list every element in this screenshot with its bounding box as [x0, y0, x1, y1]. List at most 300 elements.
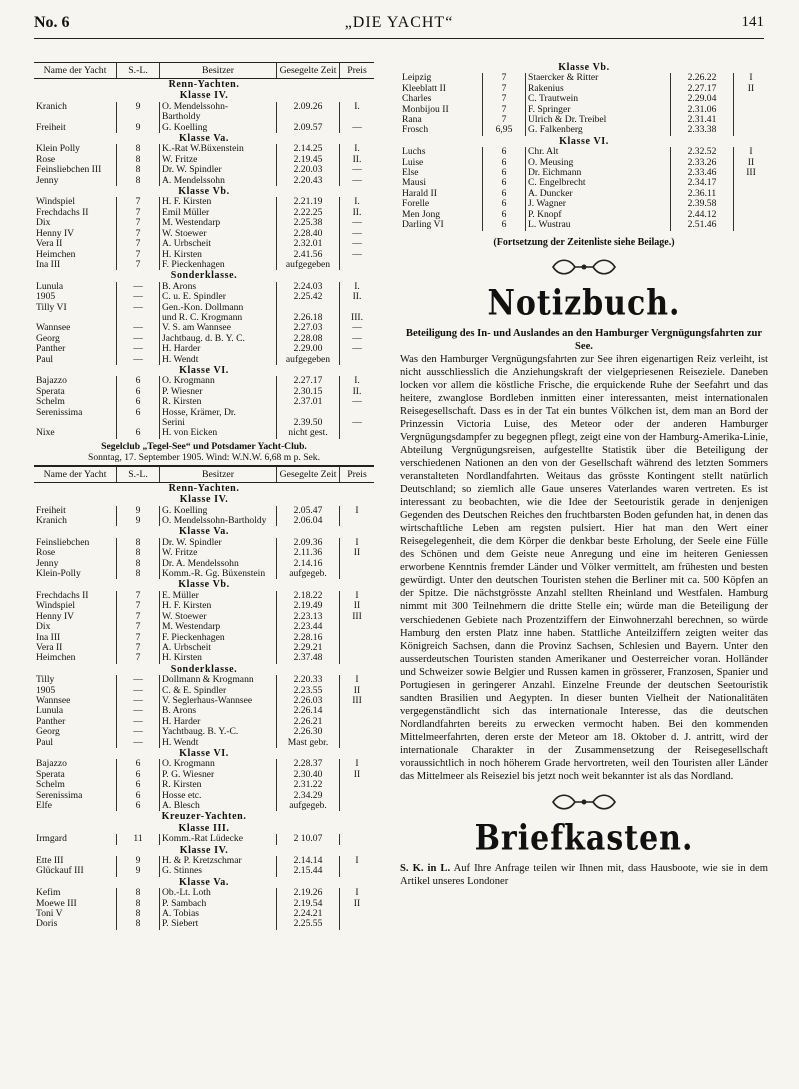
col-header-prize: Preis	[340, 466, 375, 482]
yacht-name: Monbijou II	[402, 103, 449, 115]
col-header-owner: Besitzer	[160, 466, 277, 482]
class-heading: Sonderklasse.	[170, 270, 238, 282]
owner: Dr. W. Spindler	[160, 165, 277, 175]
prize	[340, 706, 375, 716]
sail-number: 6	[483, 210, 526, 220]
table-row	[34, 538, 374, 548]
yacht-name: Doris	[36, 918, 58, 930]
prize: I.	[340, 282, 375, 292]
owner: H. Harder	[160, 717, 277, 727]
table-row	[34, 355, 374, 365]
sail-number: —	[117, 334, 160, 344]
prize: I.	[340, 102, 375, 112]
owner: P. Sambach	[160, 899, 277, 909]
sailed-time: 2.36.11	[671, 189, 734, 199]
sail-number: 6	[483, 168, 526, 178]
sail-number: 8	[117, 919, 160, 929]
sail-number: 6	[483, 220, 526, 230]
sailed-time: 2.26.22	[671, 73, 734, 83]
sailed-time: 2.31.06	[671, 105, 734, 115]
sail-number: 6	[117, 759, 160, 769]
prize: —	[340, 239, 375, 249]
prize	[340, 622, 375, 632]
prize	[340, 717, 375, 727]
prize	[734, 178, 769, 188]
sailed-time: 2.26.03	[277, 696, 340, 706]
prize: —	[340, 334, 375, 344]
sail-number: 9	[117, 123, 160, 133]
owner: A. Blesch	[160, 801, 277, 811]
class-heading: Sonderklasse.	[170, 663, 238, 675]
sail-number: 8	[117, 144, 160, 154]
sailed-time: 2.25.55	[277, 919, 340, 929]
yacht-name: Dix	[36, 621, 51, 633]
yacht-name: Henny IV	[36, 610, 75, 622]
sail-number: 7	[117, 260, 160, 270]
magazine-title: „DIE YACHT“	[344, 14, 454, 31]
owner: G. Koelling	[160, 123, 277, 133]
owner: G. Stinnes	[160, 866, 277, 876]
yacht-name: Georg	[36, 726, 60, 738]
sailed-time: 2.28.40	[277, 229, 340, 239]
table-row	[34, 408, 374, 418]
prize: —	[340, 165, 375, 175]
sailed-time: 2.28.16	[277, 633, 340, 643]
owner: F. Pieckenhagen	[160, 633, 277, 643]
sail-number: 6	[117, 428, 160, 438]
owner: H. von Eicken	[160, 428, 277, 438]
owner: O. Krogmann	[160, 759, 277, 769]
yacht-name: Sperata	[36, 768, 65, 780]
sailed-time: 2.29.21	[277, 643, 340, 653]
sail-number: —	[117, 344, 160, 354]
owner: Dr. A. Mendelssohn	[160, 559, 277, 569]
sail-number: —	[117, 727, 160, 737]
owner: Ob.-Lt. Loth	[160, 888, 277, 898]
sailed-time: 2.32.52	[671, 147, 734, 157]
class-heading-row	[34, 494, 374, 505]
sail-number: 9	[117, 516, 160, 526]
sailed-time: 2.24.03	[277, 282, 340, 292]
table-row	[34, 344, 374, 354]
yacht-name: Wannsee	[36, 694, 71, 706]
sailed-time: 2.26.21	[277, 717, 340, 727]
owner: Staercker & Ritter	[526, 73, 671, 83]
sail-number: 7	[483, 84, 526, 94]
owner: R. Kirsten	[160, 397, 277, 407]
article-lead: Beteiligung des In- und Auslandes an den Hamburger Vergnügungsfahrten zur See.	[405, 327, 763, 352]
owner: Gen.-Kon. Dollmann	[160, 303, 277, 313]
sailed-time: 2.27.03	[277, 323, 340, 333]
sail-number: 7	[117, 197, 160, 207]
class-heading: Renn-Yachten.	[168, 482, 240, 494]
prize	[734, 115, 769, 125]
table-row	[34, 569, 374, 579]
sail-number: 7	[117, 208, 160, 218]
sailed-time: 2.18.22	[277, 591, 340, 601]
owner: H. Kirsten	[160, 653, 277, 663]
class-heading: Klasse Vb.	[178, 579, 230, 591]
owner: O. Krogmann	[160, 376, 277, 386]
table-row	[400, 220, 768, 230]
sail-number: —	[117, 696, 160, 706]
owner: C. u. E. Spindler	[160, 292, 277, 302]
prize: —	[340, 176, 375, 186]
sail-number: 8	[117, 155, 160, 165]
sail-number: 6,95	[483, 125, 526, 135]
yacht-name: Serenissima	[36, 789, 83, 801]
sailed-time: 2.14.16	[277, 559, 340, 569]
yacht-name: Elfe	[36, 800, 52, 811]
owner: C. Trautwein	[526, 94, 671, 104]
sail-number: 9	[117, 866, 160, 876]
yacht-name: Toni V	[36, 908, 63, 920]
sailed-time: 2.24.21	[277, 909, 340, 919]
owner: Rakenius	[526, 84, 671, 94]
prize	[734, 105, 769, 115]
prize: —	[340, 323, 375, 333]
yacht-name: Luchs	[402, 146, 426, 158]
right-column	[400, 62, 768, 888]
sailed-time: 2.19.26	[277, 888, 340, 898]
owner: O. Mendelssohn-Bartholdy	[160, 516, 277, 526]
prize: II	[734, 158, 769, 168]
prize	[340, 569, 375, 579]
table-row	[34, 834, 374, 844]
owner: H. Harder	[160, 344, 277, 354]
yacht-name: Frechdachs II	[36, 589, 89, 601]
owner: H. & P. Kretzschmar	[160, 856, 277, 866]
sail-number: 7	[117, 218, 160, 228]
sailed-time: 2.33.38	[671, 125, 734, 135]
owner: Jachtbaug. d. B. Y. C.	[160, 334, 277, 344]
letter-addressee: S. K. in L.	[400, 863, 451, 875]
race-date-line: Sonntag, 17. September 1905. Wind: W.N.W. 6,68 m p. Sek.	[34, 452, 374, 466]
sail-number: 8	[117, 538, 160, 548]
yacht-name: Georg	[36, 332, 60, 344]
yacht-name: Frosch	[402, 124, 429, 136]
table-row	[34, 780, 374, 790]
sailed-time: 2.37.01	[277, 397, 340, 407]
sailed-time: aufgegeben	[277, 260, 340, 270]
sail-number: 9	[117, 856, 160, 866]
table-row	[34, 706, 374, 716]
owner: Komm.-R. Gg. Büxenstein	[160, 569, 277, 579]
sail-number: 7	[117, 622, 160, 632]
owner: K.-Rat W.Büxenstein	[160, 144, 277, 154]
table-row	[34, 909, 374, 919]
sailed-time: 2.32.01	[277, 239, 340, 249]
owner: H. Wendt	[160, 355, 277, 365]
continuation-note: (Fortsetzung der Zeitenliste siehe Beilage.)	[493, 236, 675, 248]
sail-number: 6	[483, 178, 526, 188]
prize: I	[734, 147, 769, 157]
sailed-time: 2.27.17	[277, 376, 340, 386]
results-table-2	[34, 466, 374, 930]
owner: W. Stoewer	[160, 612, 277, 622]
results-table-continued	[400, 62, 768, 231]
class-heading: Klasse IV.	[179, 844, 229, 856]
class-heading: Renn-Yachten.	[168, 79, 240, 90]
owner: R. Kirsten	[160, 780, 277, 790]
yacht-name: Kranich	[36, 515, 67, 527]
yacht-name: Dix	[36, 217, 51, 229]
results-table-1	[34, 62, 374, 439]
table-row	[34, 516, 374, 526]
owner: B. Arons	[160, 282, 277, 292]
sailed-time: 2 10.07	[277, 834, 340, 844]
prize	[340, 866, 375, 876]
class-heading: Klasse Vb.	[558, 62, 610, 73]
owner: Emil Müller	[160, 208, 277, 218]
prize	[340, 791, 375, 801]
owner: F. Pieckenhagen	[160, 260, 277, 270]
table-row	[34, 292, 374, 302]
yacht-name: Glückauf III	[36, 865, 84, 877]
sailed-time: 2.14.14	[277, 856, 340, 866]
yacht-name: Tilly	[36, 674, 55, 686]
yacht-name: Nixe	[36, 427, 55, 439]
sailed-time: 2.23.55	[277, 686, 340, 696]
yacht-name: Frechdachs II	[36, 206, 89, 218]
ornament-divider	[549, 791, 619, 813]
prize	[340, 559, 375, 569]
sail-number: 7	[117, 612, 160, 622]
sailed-time: 2.25.38	[277, 218, 340, 228]
sailed-time: 2.37.48	[277, 653, 340, 663]
prize: —	[340, 397, 375, 407]
sailed-time: 2.11.36	[277, 548, 340, 558]
owner: P. Wiesner	[160, 387, 277, 397]
owner: Chr. Alt	[526, 147, 671, 157]
prize	[734, 210, 769, 220]
prize	[340, 633, 375, 643]
sail-number: —	[117, 282, 160, 292]
sailed-time: 2.34.17	[671, 178, 734, 188]
table-row	[34, 176, 374, 186]
sail-number: 6	[117, 387, 160, 397]
page-number: 141	[741, 14, 764, 30]
sail-number: —	[117, 686, 160, 696]
ornament-divider	[549, 256, 619, 278]
prize: —	[340, 218, 375, 228]
table-row	[34, 376, 374, 386]
sail-number: 8	[117, 888, 160, 898]
owner: W. Fritze	[160, 155, 277, 165]
owner: V. S. am Wannsee	[160, 323, 277, 333]
class-heading: Klasse Va.	[179, 876, 229, 888]
yacht-name: Freiheit	[36, 121, 66, 133]
owner: H. Wendt	[160, 738, 277, 748]
prize: I	[340, 759, 375, 769]
sailed-time: aufgegeben	[277, 355, 340, 365]
sailed-time: 2.20.33	[277, 675, 340, 685]
class-heading: Klasse III.	[178, 822, 230, 834]
prize: —	[340, 229, 375, 239]
table-row	[34, 919, 374, 929]
prize	[340, 516, 375, 526]
yacht-name: Bajazzo	[36, 375, 67, 387]
sail-number: 6	[117, 791, 160, 801]
class-heading-row	[34, 811, 374, 822]
sail-number: 7	[483, 115, 526, 125]
sail-number: —	[117, 738, 160, 748]
issue-number: No. 6	[34, 14, 70, 31]
owner: F. Springer	[526, 105, 671, 115]
owner: L. Wustrau	[526, 220, 671, 230]
table-row	[34, 123, 374, 133]
table-row	[34, 653, 374, 663]
sailed-time: nicht gest.	[277, 428, 340, 438]
col-header-prize: Preis	[340, 63, 375, 79]
yacht-name: Tilly VI	[36, 301, 67, 313]
article-text: Was den Hamburger Vergnügungsfahrten zur See ihren eigenartigen Reiz verleiht, ist nicht ausschliesslich die Anziehungskraft der vielgepriesenen Reiseziele. Daneben locken vor allem die köstliche Frische, die erquickende Ruhe der Seefahrt und das heitere, zwanglose Bordleben inmitten einer interessanten, meist internationalen Reisegesellschaft. Dass es in der Tat ein buntes Völkchen ist, dem man an Bord der Prinzessin Victoria Luise, des Meteor oder der anderen Hamburger Vergnügungsdampfer zu begegnen pflegt, zeigt eine von der Hamburg-Amerika-Linie, Abteilung Vergnügungsreisen, aufgestellte Statistik über die Beteiligung der verschiedenen Nationen an den von der Gesellschaft während des letzten Sommers veranstalteten Nordlandfahrten. Weitaus das grösste Kontingent stellt natürlich Deutschland; so ziemlich alle Gaue unseres Vaterlandes waren vertreten. Es ist interessant zu beobachten, wie die Idee der Seetouristik gerade in denjenigen Gegenden des Deutschen Reiches den fruchtbarsten Boden gefunden hat, in denen das wirtschaftliche Leben am regsten pulsiert. Hier hat man den Wert einer Reisegelegenheit, die dem Körper die denkbar beste Erholung, der Seele eine Fülle des Schönen und dem Geiste neue Anregung und eine im heiteren Geniessen erworbene Kenntnis fremder Länder und Völker vermittelt, am frühesten und besten gewürdigt. Unter den deutschen Touristen stehen die Berliner mit ca. 500 Köpfen an der Spitze. Die nächstgrösste Anzahl stellten Rheinland und Westfalen. Hamburg nimmt mit 300 Teilnehmern die dritte Stelle ein; würde man die Beteiligung der verschiedenen Gebiete nach Prozentziffern der Einwohnerzahl berechnen, so würde Hamburg den ersten Platz inne haben. Stattliche Anteilziffern zeigten weiter das Königreich Sachsen, dann die Provinz Sachsen, Schlesien und Bayern. Unter den ausserdeutschen Touristen standen Amerikaner und Oesterreicher voran. Holländer und Schweizer sowie Belgier und Russen kamen in grösserer, Franzosen, Spanier und Portugiesen in geringerer Anzahl. Einzelne Freunde der deutschen Seetouristik sandten Brasilien und Aegypten. In dieser bunten Vielheit der Nationalitäten vergegenständlicht sich das internationale Interesse, das die deutschen Nordlandfahrten bereits zu erwecken vermocht haben. Bei den kommenden Mittelmeerfahrten, deren erste der Meteor am 18. Oktober d. J. antritt, wird der internationale Charakter in der Zusammensetzung der Reisegesellschaft voraussichtlich in noch höherem Grade hervortreten, weil den Touristen aller Länder das Mittelmeer als Reiseziel bis jetzt noch weit bekannter ist als das Nordland.	[400, 353, 768, 783]
class-heading: Klasse VI.	[179, 364, 229, 376]
yacht-name: Feinsliebchen	[36, 536, 90, 548]
prize: I	[340, 888, 375, 898]
sailed-time: 2.30.40	[277, 770, 340, 780]
yacht-name: Kranich	[36, 100, 67, 112]
owner: M. Westendarp	[160, 218, 277, 228]
prize	[340, 801, 375, 811]
yacht-name: Darling VI	[402, 219, 444, 231]
table-row	[34, 770, 374, 780]
sail-number: 6	[117, 408, 160, 418]
prize: II	[340, 548, 375, 558]
sailed-time: 2.19.49	[277, 601, 340, 611]
class-heading-row	[34, 482, 374, 494]
sail-number: —	[117, 355, 160, 365]
owner: P. G. Wiesner	[160, 770, 277, 780]
owner: A. Tobias	[160, 909, 277, 919]
col-header-owner: Besitzer	[160, 63, 277, 79]
section-title-briefkasten: Briefkasten.	[474, 818, 694, 859]
sail-number: 6	[117, 801, 160, 811]
table-row	[34, 144, 374, 154]
sail-number: 9	[117, 102, 160, 112]
sail-number: —	[117, 675, 160, 685]
sailed-time: 2.23.44	[277, 622, 340, 632]
owner: H. F. Kirsten	[160, 197, 277, 207]
yacht-name: Jenny	[36, 174, 59, 186]
yacht-name: Paul	[36, 736, 54, 748]
owner: Bartholdy	[160, 112, 277, 122]
sail-number: 11	[117, 834, 160, 844]
prize: II	[340, 770, 375, 780]
left-column	[34, 62, 374, 930]
owner: Dr. Eichmann	[526, 168, 671, 178]
table-row	[34, 738, 374, 748]
class-heading-row	[34, 270, 374, 281]
yacht-name: Mausi	[402, 177, 426, 189]
prize: III	[734, 168, 769, 178]
table-row	[34, 428, 374, 438]
owner: W. Stoewer	[160, 229, 277, 239]
table-row	[400, 125, 768, 135]
yacht-name: Panther	[36, 715, 66, 727]
table-row	[34, 260, 374, 270]
sail-number: 7	[117, 633, 160, 643]
sailed-time: aufgegeb.	[277, 569, 340, 579]
sail-number: 8	[117, 569, 160, 579]
owner: M. Westendarp	[160, 622, 277, 632]
prize	[734, 220, 769, 230]
sailed-time: 2.20.43	[277, 176, 340, 186]
class-heading: Kreuzer-Yachten.	[161, 811, 247, 823]
owner: O. Meusing	[526, 158, 671, 168]
prize: II	[734, 84, 769, 94]
owner: und R. C. Krogmann	[160, 313, 277, 323]
prize	[734, 94, 769, 104]
class-heading: Klasse VI.	[559, 135, 609, 147]
table-row	[34, 696, 374, 706]
prize	[340, 738, 375, 748]
yacht-name: Schelm	[36, 779, 65, 791]
col-header-time: Gesegelte Zeit	[277, 63, 340, 79]
sail-number: 9	[117, 506, 160, 516]
owner: Serini	[160, 418, 277, 428]
yacht-name: Paul	[36, 353, 54, 365]
prize: —	[340, 250, 375, 260]
table-row	[34, 899, 374, 909]
sail-number: 7	[117, 653, 160, 663]
owner: Yachtbaug. B. Y.-C.	[160, 727, 277, 737]
sailed-time: 2.22.25	[277, 208, 340, 218]
prize: I	[340, 538, 375, 548]
owner: O. Mendelssohn-	[160, 102, 277, 112]
class-heading: Klasse Va.	[179, 526, 229, 538]
prize	[340, 909, 375, 919]
table-row	[34, 239, 374, 249]
yacht-name: Lunula	[36, 280, 64, 292]
owner: Dollmann & Krogmann	[160, 675, 277, 685]
sail-number: 6	[483, 199, 526, 209]
yacht-name: Schelm	[36, 396, 65, 408]
sail-number: 7	[117, 591, 160, 601]
sail-number: 6	[117, 780, 160, 790]
prize: I.	[340, 197, 375, 207]
sail-number: 7	[117, 239, 160, 249]
club-heading: Segelclub „Tegel-See“ und Potsdamer Yacht-Club.	[101, 440, 307, 452]
sailed-time: 2.41.56	[277, 250, 340, 260]
sailed-time: aufgegeb.	[277, 801, 340, 811]
sailed-time: 2.23.13	[277, 612, 340, 622]
col-header-name: Name der Yacht	[34, 466, 117, 482]
article-body	[400, 327, 768, 784]
owner: E. Müller	[160, 591, 277, 601]
yacht-name: Leipzig	[402, 72, 432, 84]
sailed-time: Mast gebr.	[277, 738, 340, 748]
yacht-name: 1905	[36, 291, 56, 303]
prize: II	[340, 686, 375, 696]
owner: H. Kirsten	[160, 250, 277, 260]
yacht-name: Bajazzo	[36, 758, 67, 770]
yacht-name: Moewe III	[36, 897, 77, 909]
sailed-time: 2.20.03	[277, 165, 340, 175]
sailed-time: 2.21.19	[277, 197, 340, 207]
yacht-name: Klein-Polly	[36, 568, 81, 580]
yacht-name: Lunula	[36, 705, 64, 717]
table-row	[34, 102, 374, 112]
owner: Hosse, Krämer, Dr.	[160, 408, 277, 418]
yacht-name: Klein Polly	[36, 143, 80, 155]
sail-number: —	[117, 706, 160, 716]
col-header-sl: S.-L.	[117, 63, 160, 79]
letter-body: Auf Ihre Anfrage teilen wir Ihnen mit, dass Hausboote, wie sie in dem Artikel unseres Londoner	[400, 863, 768, 888]
prize	[340, 919, 375, 929]
owner: G. Koelling	[160, 506, 277, 516]
sail-number: 6	[483, 158, 526, 168]
